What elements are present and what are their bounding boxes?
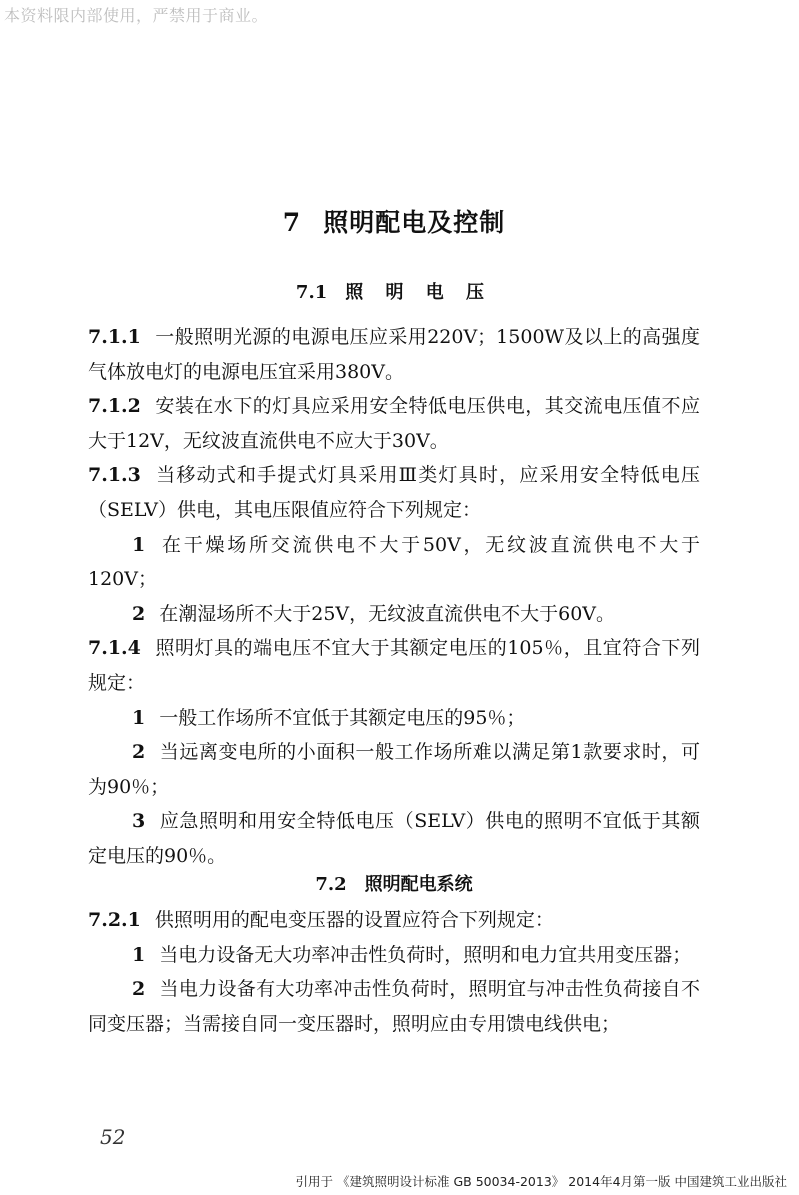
chapter-title: [88, 203, 700, 239]
item-number: 2: [132, 741, 146, 764]
clause-7-1-3: [88, 458, 700, 527]
clause-text: 一般照明光源的电源电压应采用220V；1500W及以上的高强度气体放电灯的电源电压宜采用380V。: [88, 326, 700, 383]
page-number: 52: [100, 1125, 126, 1149]
clause-number: 7.2.1: [88, 909, 141, 931]
clause-text: 供照明用的配电变压器的设置应符合下列规定：: [154, 909, 554, 931]
item-number: 1: [132, 943, 146, 966]
clause-number: 7.1.4: [88, 637, 141, 660]
item-text: 应急照明和用安全特低电压（SELV）供电的照明不宜低于其额定电压的90％。: [88, 810, 700, 867]
watermark: 本资料限内部使用，严禁用于商业。: [4, 6, 269, 25]
clause-number: 7.1.1: [88, 326, 141, 348]
citation-footer: 引用于 《建筑照明设计标准 GB 50034-2013》 2014年4月第一版 中国建筑工业出版社: [295, 1174, 787, 1189]
item-text: 一般工作场所不宜低于其额定电压的95％；: [159, 706, 526, 729]
clause-number: 7.1.2: [88, 395, 141, 418]
clause-7-1-4: [88, 631, 700, 700]
clause-text: 照明灯具的端电压不宜大于其额定电压的105％，且宜符合下列规定：: [88, 637, 700, 694]
clause-7-2-1: [88, 903, 700, 938]
item-text: 当电力设备有大功率冲击性负荷时，照明宜与冲击性负荷接自不同变压器；当需接自同一变压器时，照明应由专用馈电线供电；: [88, 978, 700, 1035]
item-number: 2: [132, 978, 146, 1001]
list-item: [88, 938, 700, 973]
list-item: [88, 735, 700, 804]
section-title-7-2: [88, 870, 700, 896]
list-item: [88, 972, 700, 1041]
chapter-title-text: 照明配电及控制: [323, 208, 506, 237]
section-title-text: 照明配电系统: [364, 874, 473, 895]
clause-number: 7.1.3: [88, 464, 141, 487]
item-text: 当远离变电所的小面积一般工作场所难以满足第1款要求时，可为90％；: [88, 741, 700, 798]
section-number: 7.2: [315, 874, 347, 895]
list-item: [88, 528, 700, 597]
clause-text: 安装在水下的灯具应采用安全特低电压供电，其交流电压值不应大于12V，无纹波直流供电不应大于30V。: [88, 395, 700, 452]
list-item: [88, 804, 700, 873]
item-number: 1: [132, 706, 146, 729]
item-text: 在干燥场所交流供电不大于50V，无纹波直流供电不大于120V；: [88, 533, 700, 591]
section-7-1-body: [88, 320, 700, 874]
chapter-number: 7: [282, 208, 302, 237]
item-number: 1: [132, 533, 146, 556]
item-number: 2: [132, 602, 146, 625]
section-title-7-1: [88, 278, 700, 304]
clause-text: 当移动式和手提式灯具采用Ⅲ类灯具时，应采用安全特低电压（SELV）供电，其电压限值应符合下列规定：: [88, 464, 700, 521]
section-number: 7.1: [295, 282, 328, 303]
section-title-text: 照 明 电 压: [345, 282, 493, 303]
item-text: 在潮湿场所不大于25V，无纹波直流供电不大于60V。: [159, 602, 616, 625]
clause-7-1-2: [88, 389, 700, 458]
list-item: [88, 701, 700, 736]
section-7-2-body: [88, 903, 700, 1041]
item-number: 3: [132, 810, 146, 833]
clause-7-1-1: [88, 320, 700, 389]
list-item: [88, 597, 700, 632]
item-text: 当电力设备无大功率冲击性负荷时，照明和电力宜共用变压器；: [159, 943, 692, 966]
